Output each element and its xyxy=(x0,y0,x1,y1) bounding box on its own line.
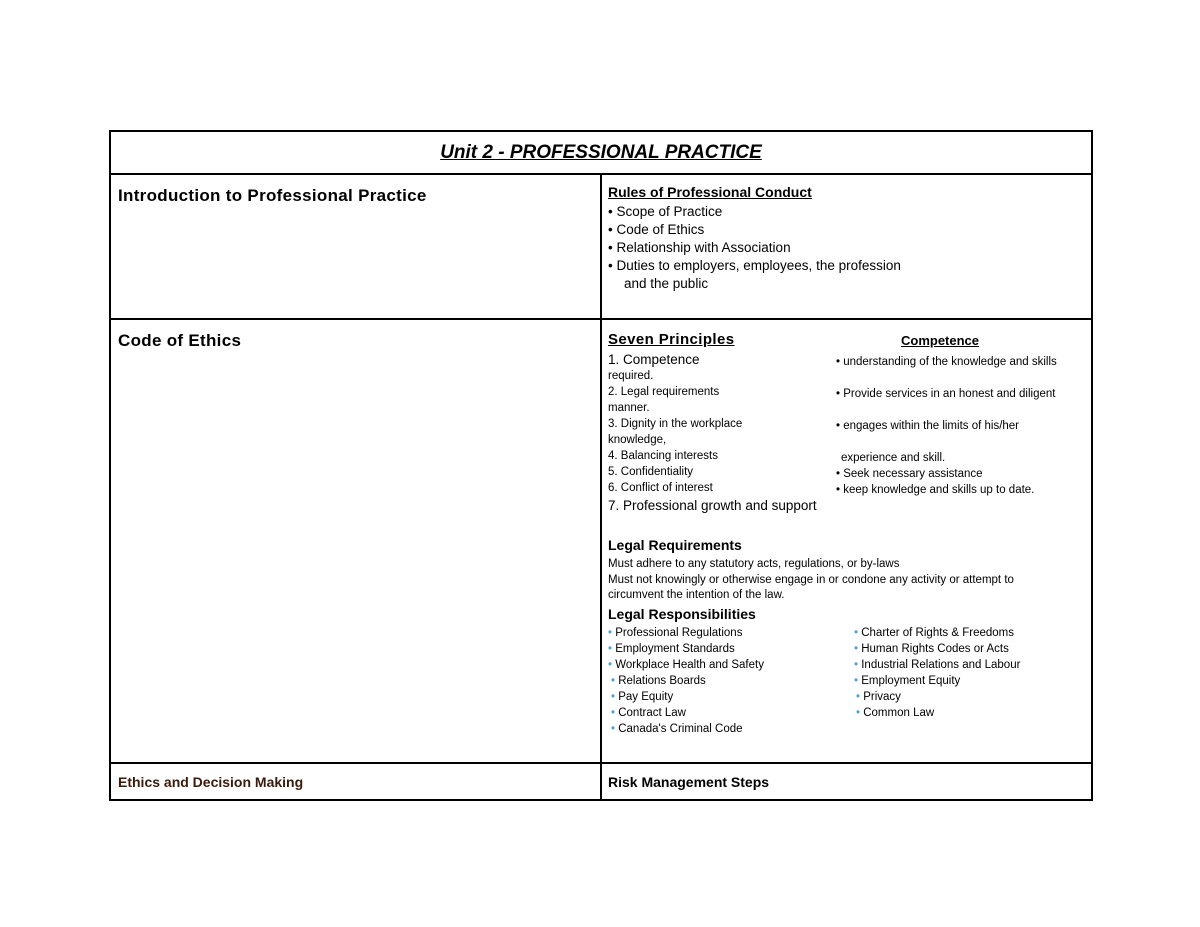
list-item: • Relationship with Association xyxy=(608,240,791,255)
list-item: • Privacy xyxy=(856,691,901,703)
list-item: 3. Dignity in the workplace xyxy=(608,418,743,430)
competence-list xyxy=(836,354,1057,498)
bullet-icon: • xyxy=(854,659,859,671)
list-item: • Human Rights Codes or Acts xyxy=(854,643,1009,655)
seven-principles-heading: Seven Principles xyxy=(608,331,735,348)
bullet-icon: • xyxy=(611,691,616,703)
list-item: • Workplace Health and Safety xyxy=(608,659,764,671)
bullet-icon: • xyxy=(608,643,613,655)
list-item: • Professional Regulations xyxy=(608,627,743,639)
list-item: experience and skill. xyxy=(841,452,946,464)
bullet-icon: • xyxy=(856,691,861,703)
bullet-icon: • xyxy=(611,675,616,687)
principles-list xyxy=(608,352,817,516)
list-item: • Employment Equity xyxy=(854,675,961,687)
list-item: • Charter of Rights & Freedoms xyxy=(854,627,1014,639)
list-item: • understanding of the knowledge and skills xyxy=(836,356,1057,368)
list-item: • Duties to employers, employees, the profession xyxy=(608,258,901,273)
responsibilities-left-list xyxy=(608,625,764,737)
list-item: required. xyxy=(608,370,654,382)
text-line: Must not knowingly or otherwise engage in or condone any activity or attempt to xyxy=(608,573,1014,586)
bullet-icon: • xyxy=(854,675,859,687)
list-item: • Code of Ethics xyxy=(608,222,705,237)
text-line: circumvent the intention of the law. xyxy=(608,589,785,601)
list-item: 5. Confidentiality xyxy=(608,466,694,478)
list-item: • Scope of Practice xyxy=(608,204,723,219)
intro-heading: Introduction to Professional Practice xyxy=(118,186,427,205)
bullet-icon: • xyxy=(611,707,616,719)
rules-heading: Rules of Professional Conduct xyxy=(608,184,812,200)
text-line: Must adhere to any statutory acts, regulations, or by-laws xyxy=(608,558,900,570)
bullet-icon: • xyxy=(608,627,613,639)
list-item: 1. Competence xyxy=(608,352,700,367)
list-item: knowledge, xyxy=(608,434,667,446)
list-item: and the public xyxy=(624,276,709,291)
list-item: • Employment Standards xyxy=(608,643,735,655)
ethics-decision-heading: Ethics and Decision Making xyxy=(118,774,304,790)
rules-list xyxy=(608,203,901,293)
list-item: 6. Conflict of interest xyxy=(608,482,713,494)
legal-requirements-text xyxy=(608,557,1014,604)
bullet-icon: • xyxy=(854,643,859,655)
list-item: • engages within the limits of his/her xyxy=(836,420,1020,432)
list-item: • Canada's Criminal Code xyxy=(611,723,743,735)
list-item: • Contract Law xyxy=(611,707,686,719)
legal-requirements-heading: Legal Requirements xyxy=(608,537,742,553)
bullet-icon: • xyxy=(611,723,616,735)
list-item: • Common Law xyxy=(856,707,935,719)
competence-heading: Competence xyxy=(901,333,980,348)
bullet-icon: • xyxy=(854,627,859,639)
list-item: 2. Legal requirements xyxy=(608,386,720,398)
page-title: Unit 2 - PROFESSIONAL PRACTICE xyxy=(440,142,762,163)
document-table xyxy=(109,130,1093,801)
list-item: • Seek necessary assistance xyxy=(836,468,983,480)
bullet-icon: • xyxy=(856,707,861,719)
list-item: • Pay Equity xyxy=(611,691,674,703)
list-item: 4. Balancing interests xyxy=(608,450,718,462)
list-item: 7. Professional growth and support xyxy=(608,498,817,513)
list-item: manner. xyxy=(608,402,650,414)
bullet-icon: • xyxy=(608,659,613,671)
column-divider xyxy=(600,175,602,799)
code-of-ethics-heading: Code of Ethics xyxy=(118,331,242,350)
list-item: • Industrial Relations and Labour xyxy=(854,659,1021,671)
legal-responsibilities-heading: Legal Responsibilities xyxy=(608,606,756,622)
list-item: • Provide services in an honest and diligent xyxy=(836,388,1056,400)
risk-management-heading: Risk Management Steps xyxy=(608,774,770,790)
responsibilities-right-list xyxy=(854,625,1020,721)
list-item: • keep knowledge and skills up to date. xyxy=(836,484,1035,496)
list-item: • Relations Boards xyxy=(611,675,706,687)
